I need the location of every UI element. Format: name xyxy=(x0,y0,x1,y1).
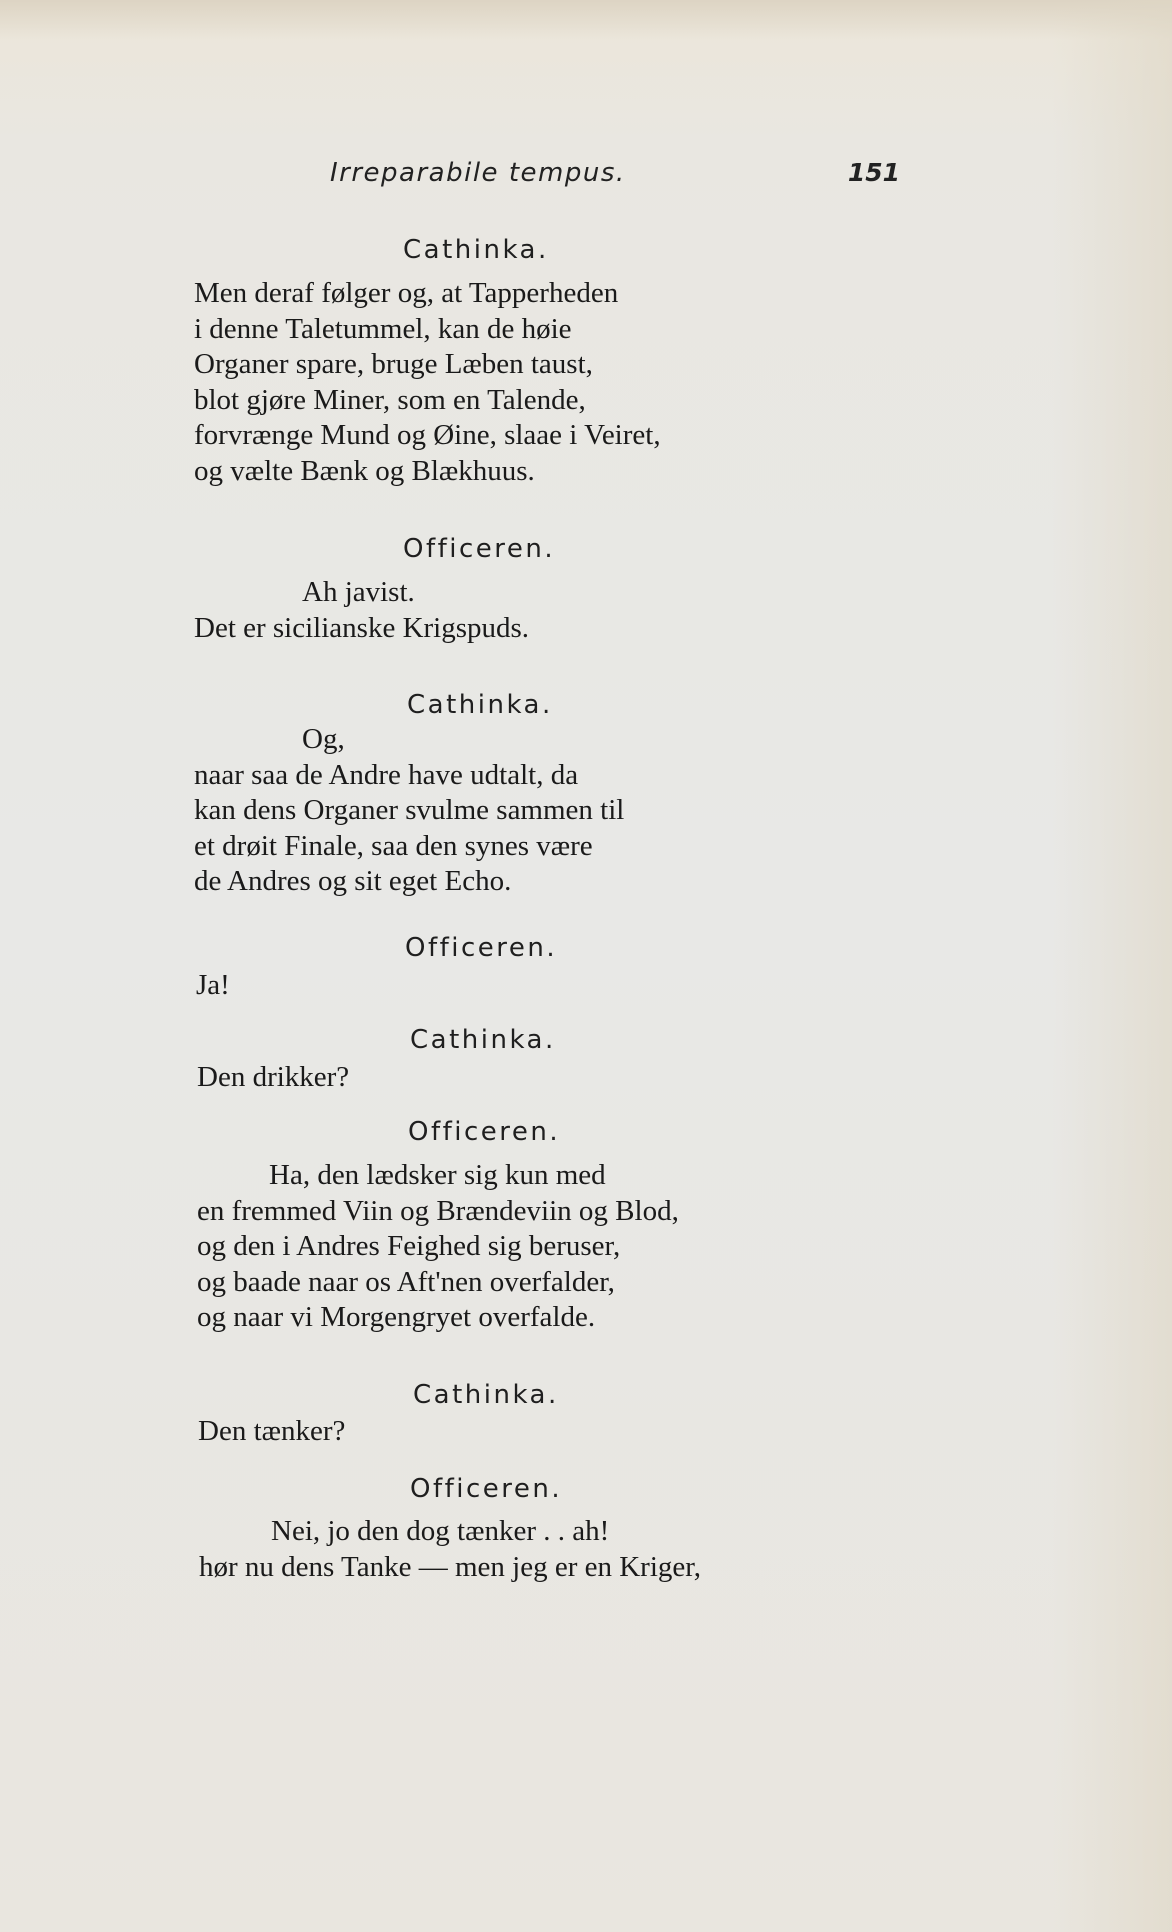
speaker-name: Officeren. xyxy=(408,1117,561,1147)
verse-line: hør nu dens Tanke — men jeg er en Kriger, xyxy=(199,1550,702,1583)
verse-line: og den i Andres Feighed sig beruser, xyxy=(197,1230,621,1262)
speech-text xyxy=(194,575,529,646)
speaker-name: Cathinka. xyxy=(410,1025,556,1055)
speaker-name: Officeren. xyxy=(405,933,558,963)
speaker-name: Cathinka. xyxy=(413,1380,559,1410)
verse-line: og naar vi Morgengryet overfalde. xyxy=(197,1301,596,1333)
verse-line: en fremmed Viin og Brændeviin og Blod, xyxy=(197,1194,679,1227)
verse-line: kan dens Organer svulme sammen til xyxy=(194,794,625,826)
verse-line: Det er sicilianske Krigspuds. xyxy=(194,611,530,644)
verse-line: og vælte Bænk og Blækhuus. xyxy=(194,454,535,487)
speaker-name: Officeren. xyxy=(403,534,556,564)
verse-line: Organer spare, bruge Læben taust, xyxy=(194,348,593,380)
verse-line: forvrænge Mund og Øine, slaae i Veiret, xyxy=(194,419,661,451)
verse-line: og baade naar os Aft'nen overfalder, xyxy=(197,1265,615,1298)
speaker-name: Officeren. xyxy=(410,1474,563,1504)
verse-line: naar saa de Andre have udtalt, da xyxy=(194,758,579,791)
speaker-name: Cathinka. xyxy=(403,235,549,265)
running-title: Irreparabile tempus. xyxy=(330,158,626,188)
page-top-shadow xyxy=(0,0,1172,40)
verse-line: blot gjøre Miner, som en Talende, xyxy=(194,383,586,416)
verse-line: Ah javist. xyxy=(302,576,415,608)
verse-line: Og, xyxy=(302,723,345,755)
verse-line: et drøit Finale, saa den synes være xyxy=(194,829,593,862)
speaker-name: Cathinka. xyxy=(407,690,553,720)
verse-line: Ha, den lædsker sig kun med xyxy=(269,1159,606,1191)
page-number: 151 xyxy=(847,158,900,187)
speech-text xyxy=(198,1414,345,1450)
speech-text xyxy=(196,968,230,1004)
speech-text xyxy=(194,722,624,900)
speech-text xyxy=(197,1158,679,1336)
speech-text xyxy=(197,1060,349,1096)
verse-line: Nei, jo den dog tænker . . ah! xyxy=(271,1515,610,1547)
verse-line: Men deraf følger og, at Tapperheden xyxy=(194,277,619,309)
speech-text xyxy=(199,1514,701,1585)
page-edge-shadow xyxy=(1052,0,1172,1932)
verse-line: de Andres og sit eget Echo. xyxy=(194,865,512,897)
verse-line: Den drikker? xyxy=(197,1061,350,1093)
verse-line: i denne Taletummel, kan de høie xyxy=(194,312,572,345)
verse-line: Den tænker? xyxy=(198,1415,346,1447)
running-head xyxy=(330,158,900,198)
speech-text xyxy=(194,276,661,489)
verse-line: Ja! xyxy=(196,969,230,1001)
